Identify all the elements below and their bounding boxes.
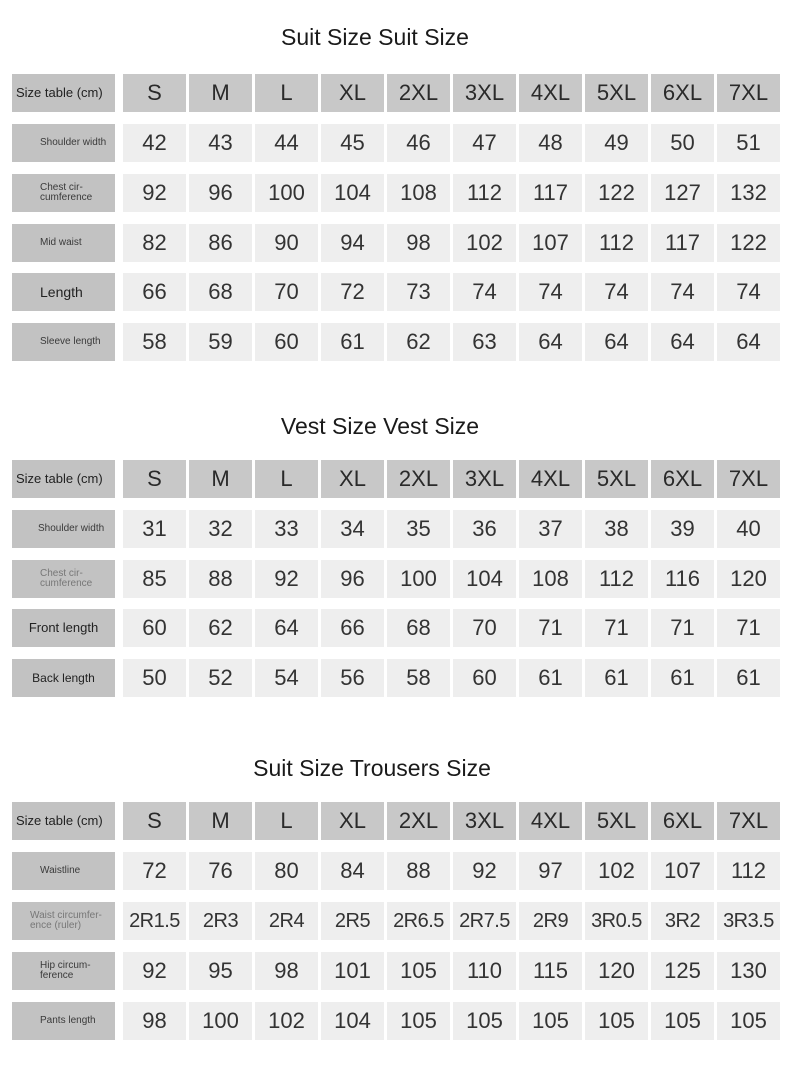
table-cell: 96	[189, 174, 252, 212]
table-cell: 2R7.5	[453, 902, 516, 940]
table-cell: 2R9	[519, 902, 582, 940]
size-col-header: 6XL	[651, 802, 714, 840]
table-cell: 92	[123, 952, 186, 990]
table-cell: 37	[519, 510, 582, 548]
row-label: Shoulder width	[12, 124, 115, 162]
table-cell: 88	[387, 852, 450, 890]
table-cell: 104	[321, 1002, 384, 1040]
size-col-header: L	[255, 460, 318, 498]
size-col-header: 4XL	[519, 802, 582, 840]
table-cell: 120	[717, 560, 780, 598]
size-col-header: 7XL	[717, 460, 780, 498]
table-cell: 42	[123, 124, 186, 162]
table-cell: 82	[123, 224, 186, 262]
table-cell: 44	[255, 124, 318, 162]
row-label: Waist circumfer-ence (ruler)	[12, 902, 115, 940]
table-cell: 96	[321, 560, 384, 598]
table-cell: 64	[519, 323, 582, 361]
table-cell: 56	[321, 659, 384, 697]
table-cell: 31	[123, 510, 186, 548]
table-cell: 74	[717, 273, 780, 311]
table-cell: 105	[519, 1002, 582, 1040]
table-cell: 71	[519, 609, 582, 647]
size-col-header: M	[189, 802, 252, 840]
table-cell: 58	[123, 323, 186, 361]
table-cell: 120	[585, 952, 648, 990]
table-cell: 105	[387, 1002, 450, 1040]
table-cell: 112	[585, 224, 648, 262]
table-cell: 54	[255, 659, 318, 697]
header-label: Size table (cm)	[12, 460, 115, 498]
table-cell: 102	[255, 1002, 318, 1040]
table-cell: 74	[651, 273, 714, 311]
table-cell: 68	[189, 273, 252, 311]
table-cell: 112	[453, 174, 516, 212]
table-cell: 64	[255, 609, 318, 647]
table-cell: 45	[321, 124, 384, 162]
table-cell: 74	[453, 273, 516, 311]
table-cell: 105	[453, 1002, 516, 1040]
table-cell: 122	[717, 224, 780, 262]
size-col-header: 5XL	[585, 802, 648, 840]
row-label: Pants length	[12, 1002, 115, 1040]
size-col-header: S	[123, 74, 186, 112]
table-cell: 90	[255, 224, 318, 262]
table-cell: 71	[585, 609, 648, 647]
size-col-header: S	[123, 460, 186, 498]
table-cell: 40	[717, 510, 780, 548]
size-col-header: 7XL	[717, 802, 780, 840]
row-label: Back length	[12, 659, 115, 697]
table-cell: 64	[585, 323, 648, 361]
table-cell: 88	[189, 560, 252, 598]
table-cell: 127	[651, 174, 714, 212]
table-cell: 43	[189, 124, 252, 162]
table-cell: 98	[387, 224, 450, 262]
size-col-header: L	[255, 802, 318, 840]
table-cell: 100	[387, 560, 450, 598]
table-cell: 72	[321, 273, 384, 311]
size-col-header: 7XL	[717, 74, 780, 112]
vest-section-title: Vest Size Vest Size	[280, 413, 480, 439]
table-cell: 64	[651, 323, 714, 361]
table-cell: 102	[453, 224, 516, 262]
table-cell: 102	[585, 852, 648, 890]
table-cell: 60	[453, 659, 516, 697]
table-cell: 105	[651, 1002, 714, 1040]
table-cell: 122	[585, 174, 648, 212]
size-col-header: 4XL	[519, 74, 582, 112]
table-cell: 60	[255, 323, 318, 361]
table-cell: 59	[189, 323, 252, 361]
table-cell: 46	[387, 124, 450, 162]
table-cell: 117	[651, 224, 714, 262]
row-label: Waistline	[12, 852, 115, 890]
size-col-header: 2XL	[387, 74, 450, 112]
table-cell: 74	[519, 273, 582, 311]
table-cell: 36	[453, 510, 516, 548]
table-cell: 105	[387, 952, 450, 990]
trousers-section-title: Suit Size Trousers Size	[253, 755, 491, 781]
row-label: Chest cir-cumference	[12, 560, 115, 598]
table-cell: 104	[453, 560, 516, 598]
table-cell: 50	[123, 659, 186, 697]
size-col-header: 3XL	[453, 460, 516, 498]
table-cell: 70	[453, 609, 516, 647]
table-cell: 105	[585, 1002, 648, 1040]
table-cell: 98	[123, 1002, 186, 1040]
table-cell: 110	[453, 952, 516, 990]
table-cell: 117	[519, 174, 582, 212]
table-cell: 47	[453, 124, 516, 162]
table-cell: 92	[255, 560, 318, 598]
suit-section-title: Suit Size Suit Size	[281, 24, 469, 50]
table-cell: 52	[189, 659, 252, 697]
table-cell: 60	[123, 609, 186, 647]
table-cell: 125	[651, 952, 714, 990]
size-col-header: XL	[321, 802, 384, 840]
row-label: Sleeve length	[12, 323, 115, 361]
table-cell: 130	[717, 952, 780, 990]
table-cell: 61	[717, 659, 780, 697]
table-cell: 73	[387, 273, 450, 311]
table-cell: 61	[651, 659, 714, 697]
table-cell: 62	[189, 609, 252, 647]
size-col-header: 6XL	[651, 460, 714, 498]
size-col-header: 2XL	[387, 460, 450, 498]
table-cell: 2R6.5	[387, 902, 450, 940]
table-cell: 74	[585, 273, 648, 311]
table-cell: 100	[189, 1002, 252, 1040]
table-cell: 92	[453, 852, 516, 890]
table-cell: 50	[651, 124, 714, 162]
table-cell: 105	[717, 1002, 780, 1040]
table-cell: 3R2	[651, 902, 714, 940]
table-cell: 2R4	[255, 902, 318, 940]
table-cell: 49	[585, 124, 648, 162]
size-col-header: 4XL	[519, 460, 582, 498]
table-cell: 58	[387, 659, 450, 697]
header-label: Size table (cm)	[12, 74, 115, 112]
table-cell: 112	[717, 852, 780, 890]
size-col-header: 5XL	[585, 460, 648, 498]
table-cell: 62	[387, 323, 450, 361]
table-cell: 107	[519, 224, 582, 262]
size-col-header: XL	[321, 74, 384, 112]
table-cell: 66	[123, 273, 186, 311]
table-cell: 61	[519, 659, 582, 697]
table-cell: 71	[651, 609, 714, 647]
table-cell: 86	[189, 224, 252, 262]
size-col-header: S	[123, 802, 186, 840]
table-cell: 112	[585, 560, 648, 598]
table-cell: 95	[189, 952, 252, 990]
table-cell: 72	[123, 852, 186, 890]
table-cell: 61	[585, 659, 648, 697]
table-cell: 39	[651, 510, 714, 548]
table-cell: 116	[651, 560, 714, 598]
table-cell: 108	[519, 560, 582, 598]
table-cell: 33	[255, 510, 318, 548]
table-cell: 38	[585, 510, 648, 548]
table-cell: 35	[387, 510, 450, 548]
size-col-header: 3XL	[453, 74, 516, 112]
table-cell: 115	[519, 952, 582, 990]
table-cell: 94	[321, 224, 384, 262]
table-cell: 85	[123, 560, 186, 598]
row-label: Front length	[12, 609, 115, 647]
table-cell: 80	[255, 852, 318, 890]
table-cell: 104	[321, 174, 384, 212]
table-cell: 101	[321, 952, 384, 990]
size-col-header: 3XL	[453, 802, 516, 840]
table-cell: 70	[255, 273, 318, 311]
table-cell: 68	[387, 609, 450, 647]
row-label: Mid waist	[12, 224, 115, 262]
table-cell: 61	[321, 323, 384, 361]
table-cell: 98	[255, 952, 318, 990]
header-label: Size table (cm)	[12, 802, 115, 840]
table-cell: 84	[321, 852, 384, 890]
table-cell: 32	[189, 510, 252, 548]
table-cell: 92	[123, 174, 186, 212]
table-cell: 2R5	[321, 902, 384, 940]
table-cell: 66	[321, 609, 384, 647]
table-cell: 64	[717, 323, 780, 361]
size-col-header: 6XL	[651, 74, 714, 112]
table-cell: 3R0.5	[585, 902, 648, 940]
table-cell: 2R1.5	[123, 902, 186, 940]
row-label: Shoulder width	[12, 510, 115, 548]
table-cell: 63	[453, 323, 516, 361]
table-cell: 132	[717, 174, 780, 212]
table-cell: 3R3.5	[717, 902, 780, 940]
table-cell: 97	[519, 852, 582, 890]
size-col-header: 2XL	[387, 802, 450, 840]
row-label: Length	[12, 273, 115, 311]
size-col-header: M	[189, 74, 252, 112]
table-cell: 34	[321, 510, 384, 548]
table-cell: 108	[387, 174, 450, 212]
table-cell: 71	[717, 609, 780, 647]
size-col-header: L	[255, 74, 318, 112]
size-col-header: XL	[321, 460, 384, 498]
table-cell: 48	[519, 124, 582, 162]
table-cell: 107	[651, 852, 714, 890]
table-cell: 2R3	[189, 902, 252, 940]
table-cell: 51	[717, 124, 780, 162]
row-label: Chest cir-cumference	[12, 174, 115, 212]
table-cell: 76	[189, 852, 252, 890]
size-col-header: 5XL	[585, 74, 648, 112]
row-label: Hip circum-ference	[12, 952, 115, 990]
size-col-header: M	[189, 460, 252, 498]
table-cell: 100	[255, 174, 318, 212]
